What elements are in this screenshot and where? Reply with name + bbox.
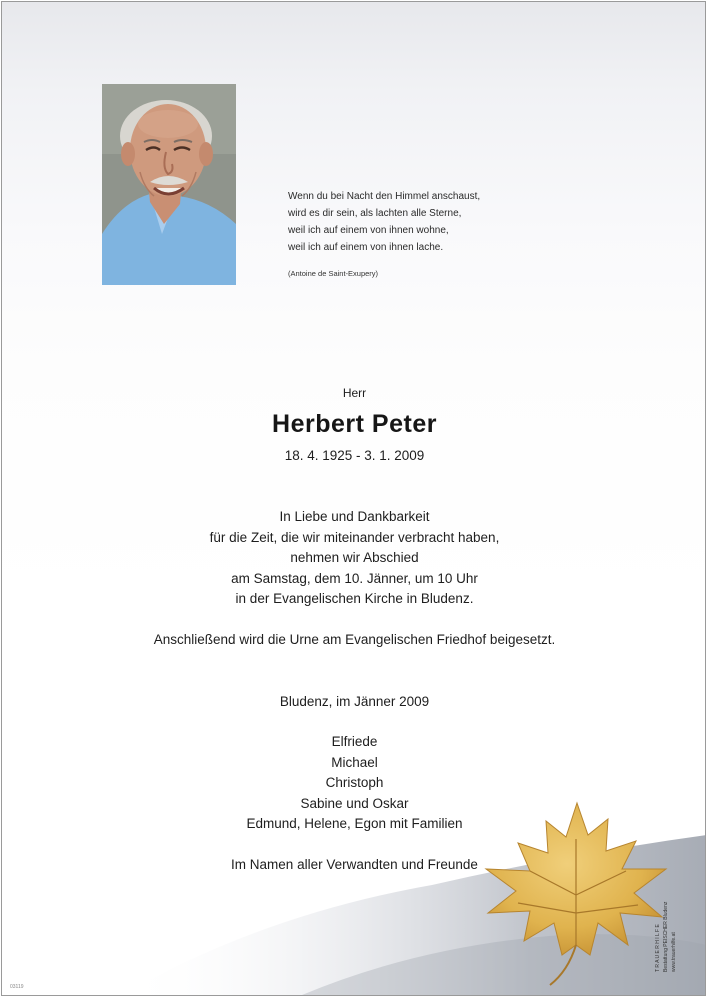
mourner: Sabine und Oskar bbox=[300, 795, 409, 811]
poem-line: weil ich auf einem von ihnen wohne, bbox=[288, 225, 449, 236]
mourner: Michael bbox=[331, 754, 378, 770]
stone-leaf-decoration bbox=[2, 795, 706, 995]
funeral-service-url: www.trauerhilfe.at bbox=[671, 932, 677, 972]
announcement-text bbox=[2, 507, 706, 610]
poem-author: (Antoine de Saint-Exupery) bbox=[288, 269, 379, 278]
mourner: Edmund, Helene, Egon mit Familien bbox=[246, 816, 463, 831]
announcement-line: in der Evangelischen Kirche in Bludenz. bbox=[235, 591, 474, 606]
portrait-illustration bbox=[102, 84, 236, 285]
poem-line: wird es dir sein, als lachten alle Sterne, bbox=[288, 208, 462, 219]
funeral-service-name: Bestattung PEISCHER Bludenz bbox=[663, 901, 669, 972]
salutation: Herr bbox=[342, 386, 367, 400]
poem-line: weil ich auf einem von ihnen lache. bbox=[288, 242, 444, 253]
life-dates: 18. 4. 1925 - 3. 1. 2009 bbox=[284, 448, 425, 463]
portrait-photo bbox=[102, 84, 236, 285]
mourner: Elfriede bbox=[331, 734, 378, 749]
poem-quote bbox=[288, 188, 588, 282]
closing-text: Im Namen aller Verwandten und Freunde bbox=[231, 857, 478, 872]
announcement-line: für die Zeit, die wir miteinander verbracht haben, bbox=[209, 529, 500, 545]
funeral-service-logo bbox=[654, 902, 678, 972]
announcement-line: am Samstag, dem 10. Jänner, um 10 Uhr bbox=[231, 570, 478, 586]
mourner: Christoph bbox=[325, 775, 384, 790]
burial-text: Anschließend wird die Urne am Evangelischen Friedhof beigesetzt. bbox=[153, 632, 556, 647]
place-date: Bludenz, im Jänner 2009 bbox=[279, 694, 430, 709]
obituary-page bbox=[1, 1, 706, 996]
announcement-line: In Liebe und Dankbarkeit bbox=[279, 509, 430, 524]
announcement-line: nehmen wir Abschied bbox=[290, 550, 419, 565]
deceased-name: Herbert Peter bbox=[272, 410, 437, 438]
poem-line: Wenn du bei Nacht den Himmel anschaust, bbox=[288, 191, 481, 202]
footer-code: 03119 bbox=[10, 984, 24, 990]
funeral-service-brand: T R A U E R H I L F E bbox=[655, 924, 661, 972]
